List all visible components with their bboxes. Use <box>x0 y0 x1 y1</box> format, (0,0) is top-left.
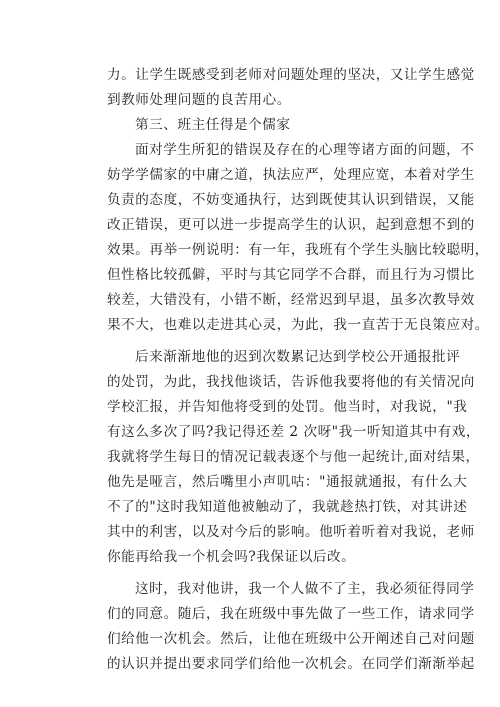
text-line: 你能再给我一个机会吗?我保证以后改。 <box>107 549 356 565</box>
text-line: 的认识并提出要求同学们给他一次机会。在同学们渐渐举起 <box>107 656 475 672</box>
text-line: 较差，大错没有，小错不断，经常迟到早退，虽多次教导效 <box>107 292 475 308</box>
text-line: 改正错误，更可以进一步提高学生的认识，起到意想不到的 <box>107 217 475 233</box>
text-line: 们的同意。随后，我在班级中事先做了一些工作，请求同学 <box>107 606 475 622</box>
text-line: 不了的"这时我知道他被触动了，我就趁热打铁，对其讲述 <box>107 499 468 515</box>
text-line: 后来渐渐地他的迟到次数累记达到学校公开通报批评 <box>135 349 461 365</box>
text-line: 他先是哑言，然后嘴里小声叽咕："通报就通报，有什么大 <box>107 474 468 490</box>
text-line: 到教师处理问题的良苦用心。 <box>107 92 291 108</box>
text-line: 其中的利害，以及对今后的影响。他听着听着对我说，老师 <box>107 524 475 540</box>
text-line: 但性格比较孤僻，平时与其它同学不合群，而且行为习惯比 <box>107 267 475 283</box>
text-line: 面对学生所犯的错误及存在的心理等诸方面的问题，不 <box>135 142 475 158</box>
section-heading: 第三、班主任得是个儒家 <box>135 117 291 133</box>
text-line: 力。让学生既感受到老师对问题处理的坚决，又让学生感觉 <box>107 67 475 83</box>
text-line: 效果。再举一例说明：有一年，我班有个学生头脑比较聪明， <box>107 242 489 258</box>
text-line: 负责的态度，不妨变通执行，达到既使其认识到错误，又能 <box>107 192 475 208</box>
text-line: 果不大，也难以走进其心灵，为此，我一直苦于无良策应对。 <box>107 317 489 333</box>
text-line: 这时，我对他讲，我一个人做不了主，我必须征得同学 <box>135 581 475 597</box>
text-line: 我就将学生每日的情况记载表逐个与他一起统计,面对结果， <box>107 449 480 465</box>
text-line: 学校汇报，并告知他将受到的处罚。他当时，对我说，"我 <box>107 399 468 415</box>
text-line: 有这么多次了吗?我记得还差 2 次呀"我一听知道其中有戏， <box>107 424 481 440</box>
text-line: 们给他一次机会。然后，让他在班级中公开阐述自己对问题 <box>107 631 475 647</box>
text-line: 妨学学儒家的中庸之道，执法应严，处理应宽，本着对学生 <box>107 167 475 183</box>
text-line: 的处罚，为此，我找他谈话，告诉他我要将他的有关情况向 <box>107 374 475 390</box>
